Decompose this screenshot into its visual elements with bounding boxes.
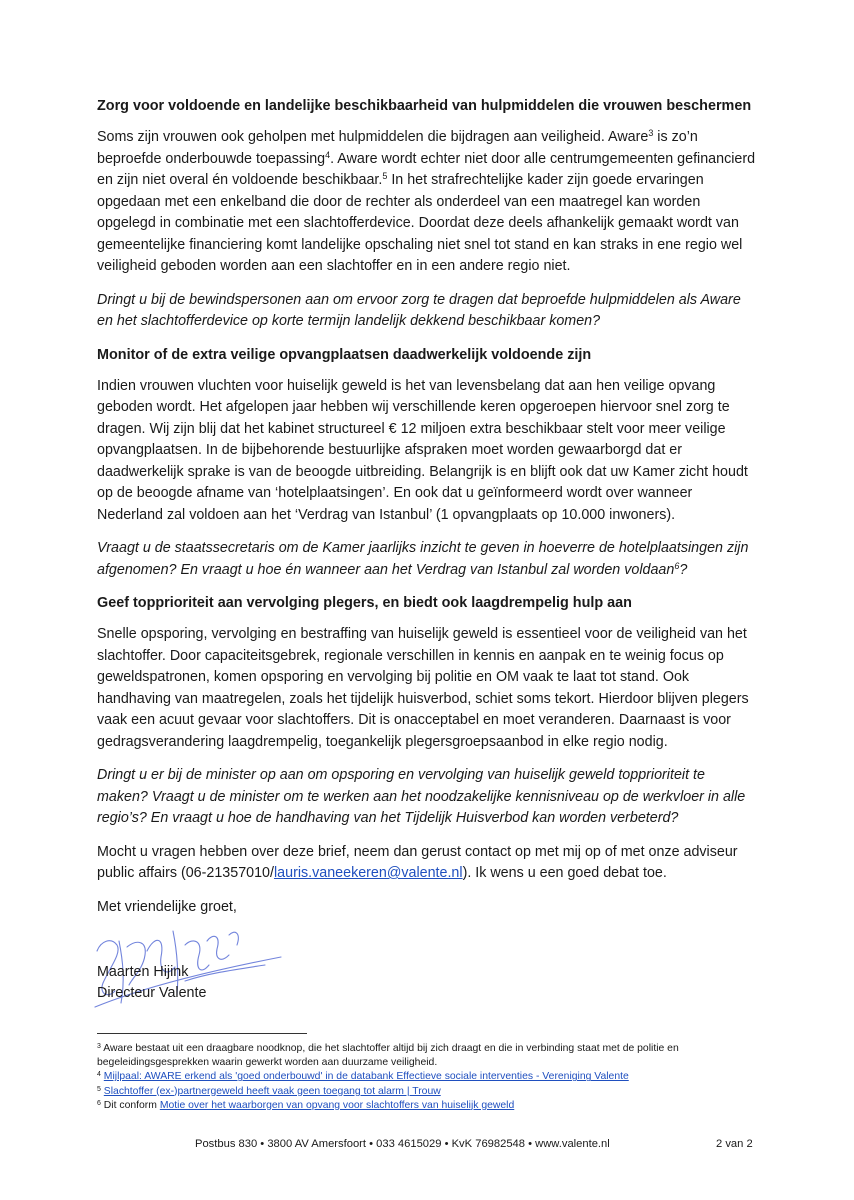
signatory-title: Directeur Valente [97,984,207,1001]
section-heading-shelter: Monitor of de extra veilige opvangplaatsen daadwerkelijk voldoende zijn [97,346,592,363]
footer-address: Postbus 830 • 3800 AV Amersfoort • 033 4615029 • KvK 76982548 • www.valente.nl [195,1138,610,1150]
body-text: In het strafrechtelijke kader zijn goede ervaringen opgedaan met een enkelband die door de rechter als onderdeel van een maatregel kan worden opgelegd in combinatie met een slachtofferdevice. Doordat deze deels afhankelijk gemaakt wordt van gemeentelijke financiering komt landelijke opschaling niet snel tot stand en kan straks in ene regio wel veiligheid geboden worden aan een slachtoffer en in een andere regio niet. [97,172,743,274]
body-text: is zo’n beproefde onderbouwde toepassing [97,129,698,167]
closing-text: Mocht u vragen hebben over deze brief, neem dan gerust contact op met mij op of met onze adviseur public affairs (06-21357010/ [97,843,738,881]
question-text: ? [679,561,688,578]
footnote-link[interactable]: Slachtoffer (ex-)partnergeweld heeft vaak geen toegang tot alarm | Trouw [103,1085,441,1097]
footnote-link[interactable]: Mijlpaal: AWARE erkend als 'goed onderbouwd' in de databank Effectieve sociale interventies - Vereniging Valente [103,1071,629,1083]
footnote-3 [97,1042,737,1070]
email-link[interactable]: lauris.vaneekeren@valente.nl [273,865,463,881]
section-heading-aids: Zorg voor voldoende en landelijke beschikbaarheid van hulpmiddelen die vrouwen beschermen [97,98,752,114]
footnote-separator [97,1033,307,1034]
footnote-6 [97,1099,737,1113]
section-heading-prosecution: Geef topprioriteit aan vervolging plegers, en biedt ook laagdrempelig hulp aan [97,595,632,611]
footnote-number: 4 [97,1071,101,1079]
footnote-ref-6[interactable]: 6 [674,560,680,571]
footnote-ref-3[interactable]: 3 [648,128,654,138]
signature-block [97,897,757,1004]
footnote-number: 5 [97,1085,101,1093]
body-text: . Aware wordt echter niet door alle centrumgemeenten gefinancierd en zijn niet overal én voldoende beschikbaar. [97,150,756,188]
signatory-name: Maarten Hijink [97,963,189,980]
closing-text: ). Ik wens u een goed debat toe. [462,865,667,881]
footnote-4 [97,1070,737,1084]
footnote-ref-5[interactable]: 5 [382,171,388,181]
body-text: Soms zijn vrouwen ook geholpen met hulpmiddelen die bijdragen aan veiligheid. Aware [97,129,649,145]
section-question-prosecution: Dringt u er bij de minister op aan om opsporing en vervolging van huiselijk geweld topprioriteit te maken? Vraagt u de minister om te werken aan het noodzakelijke kennisniveau op de werkvloer in alle regio’s? En vraagt u hoe de handhaving van het Tijdelijk Huisverbod kan worden verbeterd? [97,767,746,826]
footnote-5 [97,1085,737,1099]
greeting: Met vriendelijke groet, [97,898,237,915]
section-body-prosecution: Snelle opsporing, vervolging en bestraffing van huiselijk geweld is essentieel voor de veiligheid van het slachtoffer. Door capaciteitsgebrek, regionale verschillen in kennis en aanpak en te weinig focus op geweldspatronen, komen opsporing en vervolging bij politie en OM vaak te laat tot stand. Ook handhaving van maatregelen, zoals het tijdelijk huisverbod, schiet soms tekort. Hierdoor blijven plegers vaak een acuut gevaar voor slachtoffers. Dit is onacceptabel en moet veranderen. Daarnaast is voor gedragsverandering laagdrempelig, toegankelijk plegersgroepsaanbod in elke regio nodig. [97,626,749,750]
section-body-shelter: Indien vrouwen vluchten voor huiselijk geweld is het van levensbelang dat aan hen veilige opvang geboden wordt. Het afgelopen jaar hebben wij verschillende keren opgeroepen hiervoor snel zorg te dragen. Wij zijn blij dat het kabinet structureel € 12 miljoen extra beschikbaar stelt voor meer veilige opvangplaatsen. In de bijbehorende bestuurlijke afspraken moet worden gewaarborgd dat er daadwerkelijk sprake is van de beoogde uitbreiding. Belangrijk is en blijft ook dat uw Kamer zicht houdt op de beoogde afname van ‘hotelplaatsingen’. En ook dat u geïnformeerd wordt over wanneer Nederland zal voldoen aan het ‘Verdrag van Istanbul’ (1 opvangplaats op 10.000 inwoners). [97,377,748,523]
footnotes [97,1042,737,1113]
footnote-number: 3 [97,1043,101,1050]
footnote-ref-4[interactable]: 4 [325,149,331,160]
letter-body [97,96,757,1004]
section-question-shelter [97,538,757,581]
footnote-text: Dit conform [100,1099,160,1111]
footnote-link[interactable]: Motie over het waarborgen van opvang voor slachtoffers van huiselijk geweld [159,1099,515,1111]
section-question-aids: Dringt u bij de bewindspersonen aan om ervoor zorg te dragen dat beproefde hulpmiddelen als Aware en het slachtofferdevice op korte termijn landelijk dekkend beschikbaar komen? [97,291,741,329]
page-number: 2 van 2 [716,1138,753,1150]
footnote-number: 6 [97,1099,101,1107]
closing-paragraph [97,842,757,885]
footnote-text: Aware bestaat uit een draagbare noodknop, die het slachtoffer altijd bij zich draagt en die in verbinding staat met de politie en begeleidingsgesprekken waarin gewerkt worden aan duurzame veiligheid. [97,1043,679,1069]
question-text: Vraagt u de staatssecretaris om de Kamer jaarlijks inzicht te geven in hoeverre de hotelplaatsingen zijn afgenomen? En vraagt u hoe én wanneer aan het Verdrag van Istanbul zal worden voldaan [97,540,749,578]
section-body-aids [97,127,757,278]
